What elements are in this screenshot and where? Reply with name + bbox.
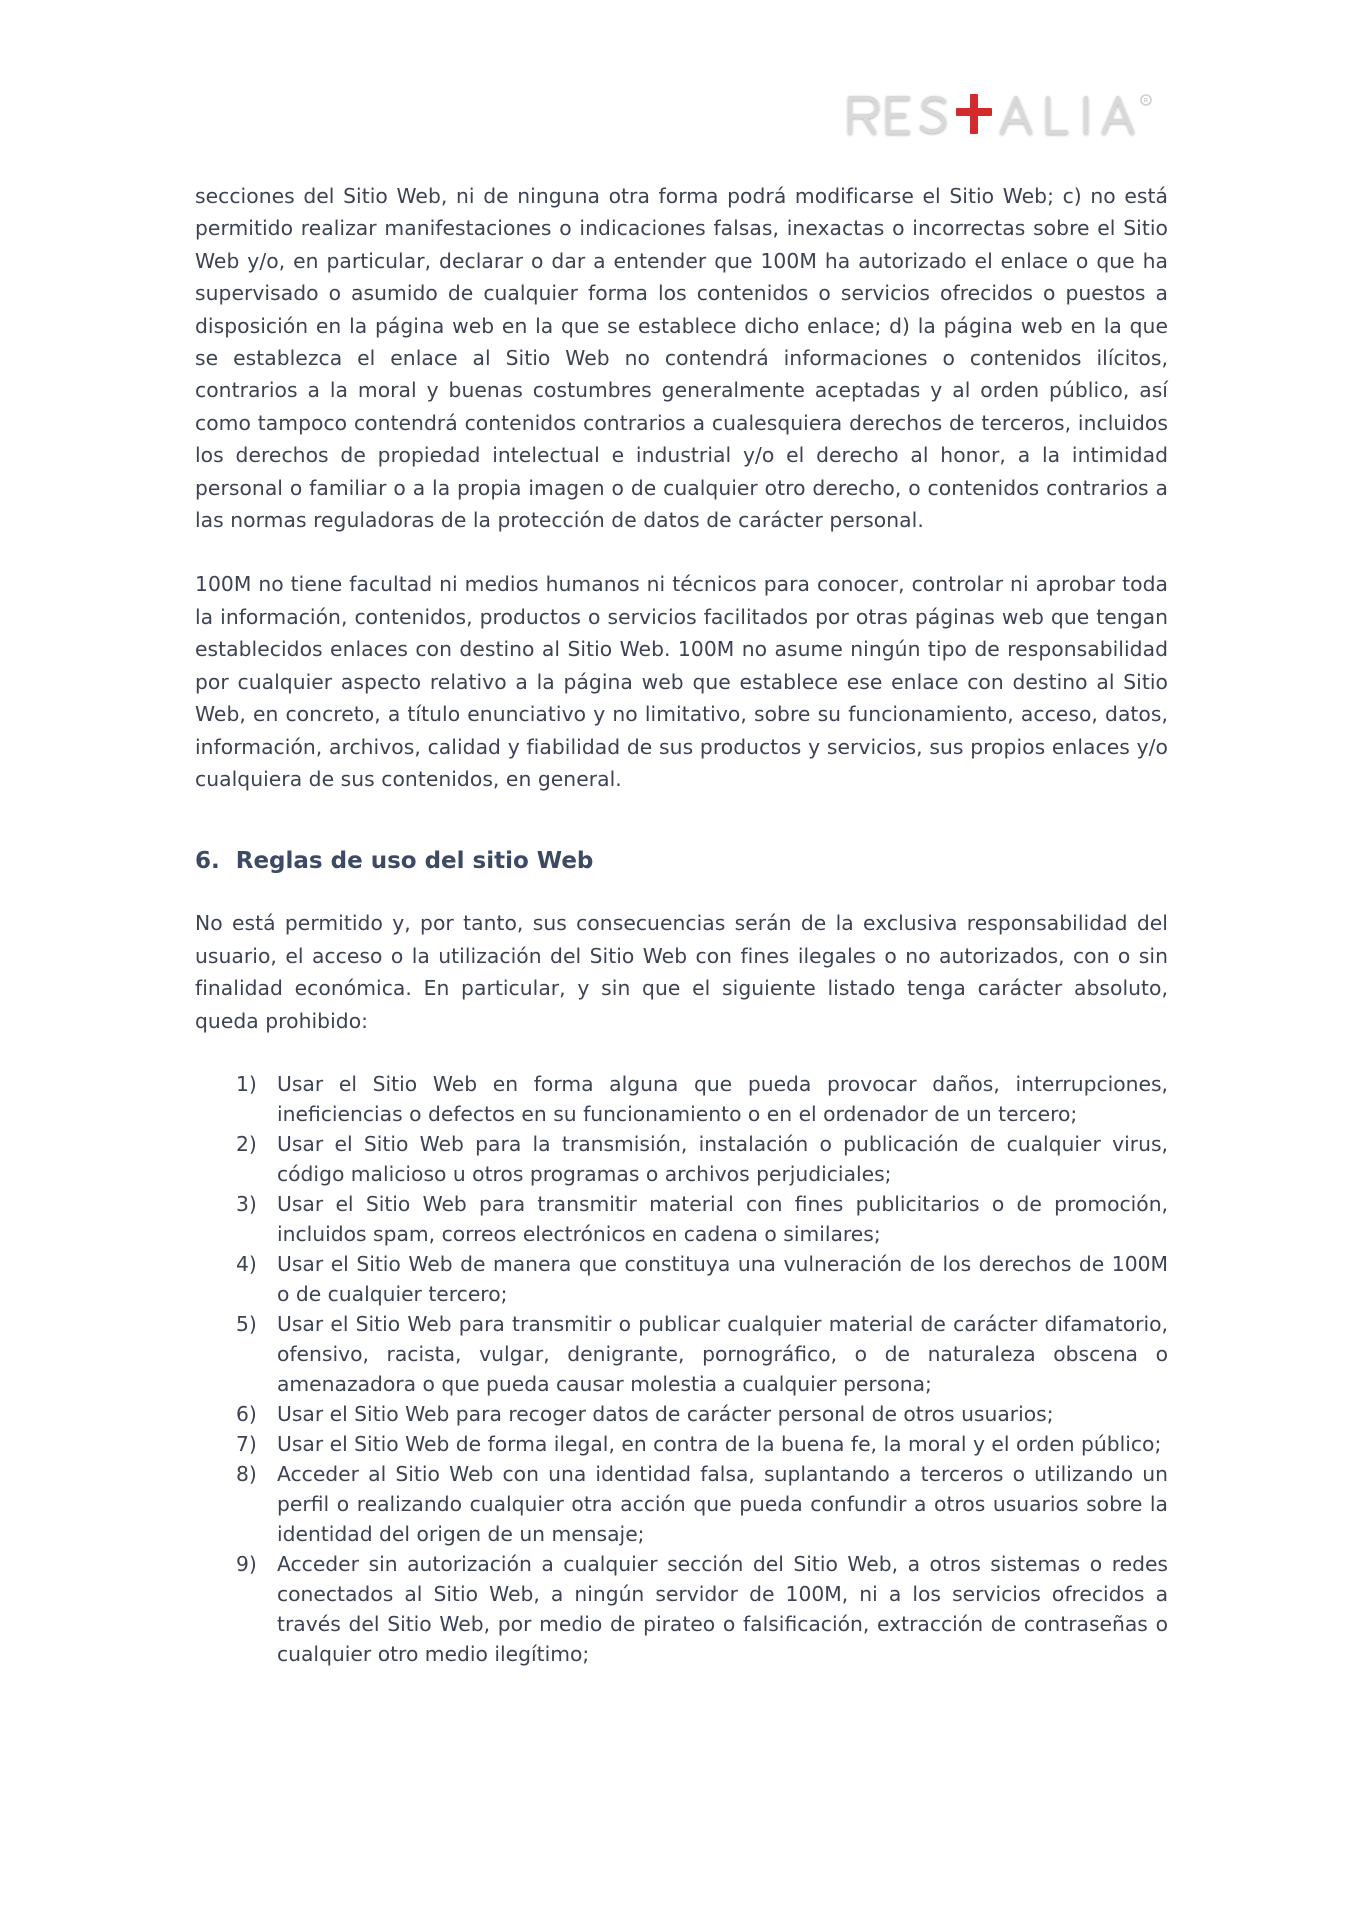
list-item (195, 1429, 1168, 1459)
list-item-text: Usar el Sitio Web de manera que constituya una vulneración de los derechos de 100M o de cualquier tercero; (277, 1251, 1168, 1306)
list-item (195, 1249, 1168, 1309)
list-marker: 2) (236, 1131, 257, 1156)
list-item (195, 1399, 1168, 1429)
list-marker: 3) (236, 1191, 257, 1216)
paragraph: secciones del Sitio Web, ni de ninguna otra forma podrá modificarse el Sitio Web; c) no está permitido realizar manifestaciones o indicaciones falsas, inexactas o incorrectas sobre el Sitio Web y/o, en particular, declarar o dar a entender que 100M ha autorizado el enlace o que ha supervisado o asumido de cualquier forma los contenidos o servicios ofrecidos o puestos a disposición en la página web en la que se establece dicho enlace; d) la página web en la que se establezca el enlace al Sitio Web no contendrá informaciones o contenidos ilícitos, contrarios a la moral y buenas costumbres generalmente aceptadas y al orden público, así como tampoco contendrá contenidos contrarios a cualesquiera derechos de terceros, incluidos los derechos de propiedad intelectual e industrial y/o el derecho al honor, a la intimidad personal o familiar o a la propia imagen o de cualquier otro derecho, o contenidos contrarios a las normas reguladoras de la protección de datos de carácter personal. (195, 184, 1168, 533)
list-item (195, 1549, 1168, 1669)
list-marker: 1) (236, 1071, 257, 1096)
list-marker: 4) (236, 1251, 257, 1276)
section-heading (195, 845, 1168, 877)
list-item-text: Usar el Sitio Web para la transmisión, instalación o publicación de cualquier virus, código malicioso u otros programas o archivos perjudiciales; (277, 1131, 1168, 1186)
list-item (195, 1069, 1168, 1129)
list-item-text: Usar el Sitio Web para recoger datos de carácter personal de otros usuarios; (277, 1401, 1054, 1426)
document-body (195, 180, 1168, 1669)
list-marker: 8) (236, 1461, 257, 1486)
list-item-text: Acceder sin autorización a cualquier sección del Sitio Web, a otros sistemas o redes conectados al Sitio Web, a ningún servidor de 100M, ni a los servicios ofrecidos a través del Sitio Web, por medio de pirateo o falsificación, extracción de contraseñas o cualquier otro medio ilegítimo; (277, 1551, 1168, 1666)
section-intro: No está permitido y, por tanto, sus consecuencias serán de la exclusiva responsabilidad del usuario, el acceso o la utilización del Sitio Web con fines ilegales o no autorizados, con o sin finalidad económica. En particular, y sin que el siguiente listado tenga carácter absoluto, queda prohibido: (195, 911, 1168, 1033)
list-item (195, 1189, 1168, 1249)
rules-list (195, 1069, 1168, 1669)
list-item-text: Usar el Sitio Web en forma alguna que pueda provocar daños, interrupciones, ineficiencias o defectos en su funcionamiento o en el ordenador de un tercero; (277, 1071, 1168, 1126)
paragraph: 100M no tiene facultad ni medios humanos ni técnicos para conocer, controlar ni aprobar toda la información, contenidos, productos o servicios facilitados por otras páginas web que tengan establecidos enlaces con destino al Sitio Web. 100M no asume ningún tipo de responsabilidad por cualquier aspecto relativo a la página web que establece ese enlace con destino al Sitio Web, en concreto, a título enunciativo y no limitativo, sobre su funcionamiento, acceso, datos, información, archivos, calidad y fiabilidad de sus productos y servicios, sus propios enlaces y/o cualquiera de sus contenidos, en general. (195, 572, 1168, 791)
list-marker: 9) (236, 1551, 257, 1576)
list-marker: 6) (236, 1401, 257, 1426)
list-marker: 5) (236, 1311, 257, 1336)
list-item-text: Acceder al Sitio Web con una identidad falsa, suplantando a terceros o utilizando un perfil o realizando cualquier otra acción que pueda confundir a otros usuarios sobre la identidad del origen de un mensaje; (277, 1461, 1168, 1546)
list-item-text: Usar el Sitio Web para transmitir material con fines publicitarios o de promoción, incluidos spam, correos electrónicos en cadena o similares; (277, 1191, 1168, 1246)
cross-mark (956, 94, 992, 134)
list-marker: 7) (236, 1431, 257, 1456)
restalia-logo (846, 92, 1162, 138)
svg-text:R: R (1143, 96, 1149, 105)
list-item (195, 1129, 1168, 1189)
list-item (195, 1309, 1168, 1399)
list-item (195, 1459, 1168, 1549)
list-item-text: Usar el Sitio Web de forma ilegal, en contra de la buena fe, la moral y el orden público; (277, 1431, 1162, 1456)
list-item-text: Usar el Sitio Web para transmitir o publicar cualquier material de carácter difamatorio, ofensivo, racista, vulgar, denigrante, pornográfico, o de naturaleza obscena o amenazadora o que pueda causar molestia a cualquier persona; (277, 1311, 1168, 1396)
section-title: Reglas de uso del sitio Web (235, 848, 594, 875)
section-number: 6. (195, 848, 220, 875)
